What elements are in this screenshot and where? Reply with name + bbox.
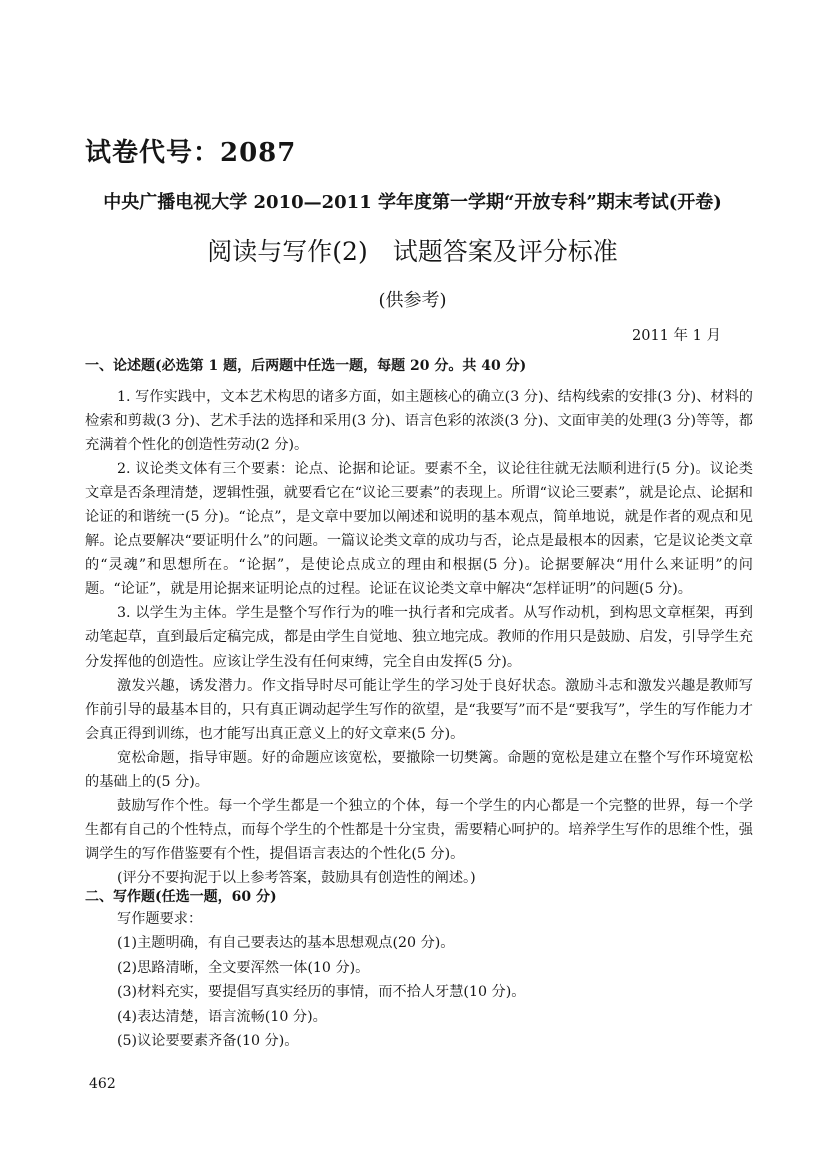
section-1-heading: 一、论述题(必选第 1 题，后两题中任选一题，每题 20 分。共 40 分): [85, 358, 527, 374]
requirement-item: (3)材料充实，要提倡写真实经历的事情，而不拾人牙慧(10 分)。: [117, 984, 526, 1001]
requirement-item: (1)主题明确，有自己要表达的基本思想观点(20 分)。: [117, 935, 455, 952]
writing-requirements: [117, 907, 525, 1053]
answer-3-point-4: 鼓励写作个性。每一个学生都是一个独立的个体，每一个学生的内心都是一个完整的世界，每一个学生都有自己的个性特点，而每个学生的个性都是十分宝贵，需要精心呵护的。培养学生写作的思维个性，强调学生的写作借鉴要有个性，提倡语言表达的个性化(5 分)。: [85, 797, 753, 862]
requirement-item: (5)议论要要素齐备(10 分)。: [117, 1033, 299, 1050]
document-title: 阅读与写作(2) 试题答案及评分标准: [207, 237, 618, 266]
answer-1: 1. 写作实践中，文本艺术构思的诸多方面，如主题核心的确立(3 分)、结构线索的安排(3 分)、材料的检索和剪裁(3 分)、艺术手法的选择和采用(3 分)、语言色彩的浓淡(3 分)、文面审美的处理(3 分)等等，都充满着个性化的创造性劳动(2 分)。: [85, 389, 753, 454]
answer-3-point-3: 宽松命题，指导审题。好的命题应该宽松，要撤除一切樊篱。命题的宽松是建立在整个写作环境宽松的基础上的(5 分)。: [85, 749, 753, 790]
exam-title: 中央广播电视大学 2010—2011 学年度第一学期“开放专科”期末考试(开卷): [103, 192, 722, 213]
exam-date: 2011 年 1 月: [632, 328, 721, 344]
grading-note: (评分不要拘泥于以上参考答案，鼓励具有创造性的阐述。): [117, 869, 476, 886]
requirement-item: (2)思路清晰，全文要浑然一体(10 分)。: [117, 959, 370, 976]
requirements-label: 写作题要求：: [117, 911, 203, 927]
section-1-body: [85, 385, 753, 890]
answer-3: 3. 以学生为主体。学生是整个写作行为的唯一执行者和完成者。从写作动机，到构思文章框架，再到动笔起草，直到最后定稿完成，都是由学生自觉地、独立地完成。教师的作用只是鼓励、启发，引导学生充分发挥他的创造性。应该让学生没有任何束缚，完全自由发挥(5 分)。: [85, 605, 753, 670]
requirement-item: (4)表达清楚，语言流畅(10 分)。: [117, 1008, 327, 1025]
reference-note: (供参考): [378, 290, 447, 311]
answer-3-point-2: 激发兴趣，诱发潜力。作文指导时尽可能让学生的学习处于良好状态。激励斗志和激发兴趣是教师写作前引导的最基本目的，只有真正调动起学生写作的欲望，是“我要写”而不是“要我写”，学生的写作能力才会真正得到训练，也才能写出真正意义上的好文章来(5 分)。: [85, 677, 753, 742]
paper-code: 试卷代号：2087: [85, 138, 297, 168]
section-2-heading: 二、写作题(任选一题，60 分): [85, 889, 277, 905]
page-number: 462: [89, 1076, 116, 1092]
answer-2: 2. 议论类文体有三个要素：论点、论据和论证。要素不全，议论往往就无法顺利进行(5 分)。议论类文章是否条理清楚，逻辑性强，就要看它在“议论三要素”的表现上。所谓“议论三要素”，就是论点、论据和论证的和谐统一(5 分)。“论点”，是文章中要加以阐述和说明的基本观点，简单地说，就是作者的观点和见解。论点要解决“要证明什么”的问题。一篇议论类文章的成功与否，论点是最根本的因素，它是议论类文章的“灵魂”和思想所在。“论据”，是使论点成立的理由和根据(5 分)。论据要解决“用什么来证明”的问题。“论证”，就是用论据来证明论点的过程。论证在议论类文章中解决“怎样证明”的问题(5 分)。: [85, 461, 753, 598]
